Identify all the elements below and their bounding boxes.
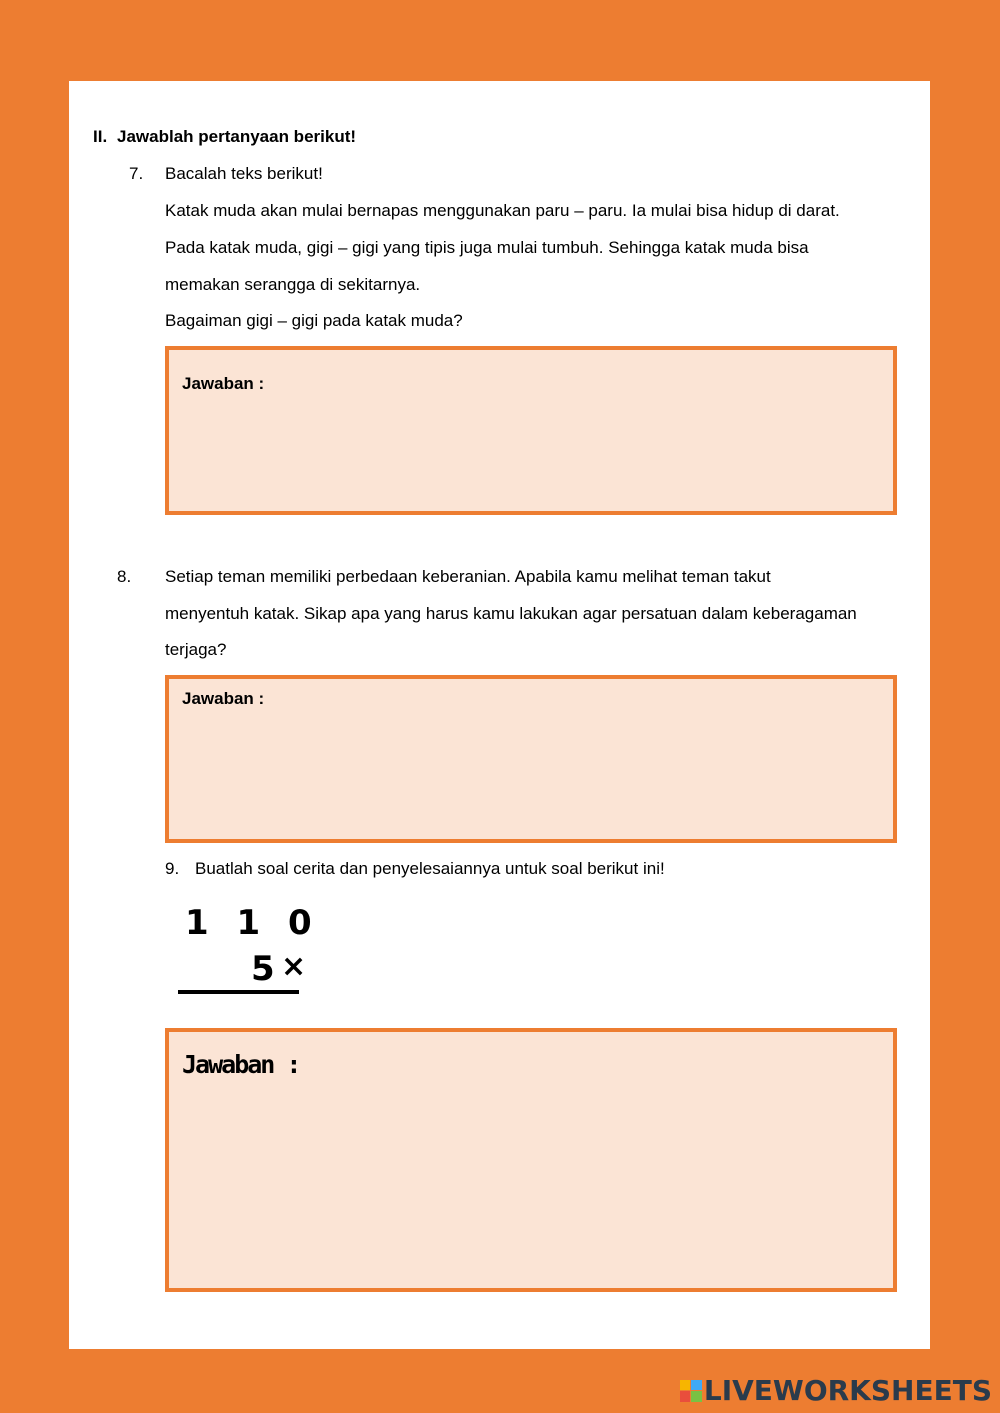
q8-text-line: Setiap teman memiliki perbedaan keberanian. Apabila kamu melihat teman takut: [165, 567, 771, 586]
q7-number: 7.: [129, 164, 144, 183]
logo-brand-text: LIVEWORKSHEETS: [703, 1374, 992, 1407]
q9-number: 9.: [165, 859, 180, 878]
q7-text-line: memakan serangga di sekitarnya.: [165, 275, 421, 294]
q7-text-line: Pada katak muda, gigi – gigi yang tipis juga mulai tumbuh. Sehingga katak muda bisa: [165, 238, 809, 257]
q9-answer-box[interactable]: [165, 1028, 897, 1292]
q8-text-line: menyentuh katak. Sikap apa yang harus kamu lakukan agar persatuan dalam keberagaman: [165, 604, 857, 623]
math-operator-times: ×: [281, 949, 315, 984]
q7-answer-label: Jawaban :: [182, 374, 265, 393]
q8-text-line: terjaga?: [165, 640, 227, 659]
math-underline: [178, 990, 299, 994]
q7-question: Bagaiman gigi – gigi pada katak muda?: [165, 311, 463, 330]
q7-text-line: Katak muda akan mulai bernapas menggunakan paru – paru. Ia mulai bisa hidup di darat.: [165, 201, 840, 220]
math-multiplier: 5: [251, 949, 283, 989]
q7-intro: Bacalah teks berikut!: [165, 164, 323, 183]
section-number: II.: [93, 127, 108, 146]
q8-answer-label: Jawaban :: [182, 689, 265, 708]
liveworksheets-logo[interactable]: [680, 1374, 992, 1407]
section-title: Jawablah pertanyaan berikut!: [117, 127, 357, 146]
q9-text: Buatlah soal cerita dan penyelesaiannya untuk soal berikut ini!: [195, 859, 665, 878]
worksheet-page: [69, 81, 930, 1349]
math-multiplicand: 1 1 0: [185, 903, 320, 943]
q7-answer-box[interactable]: [165, 346, 897, 515]
q8-number: 8.: [117, 567, 132, 586]
q8-answer-box[interactable]: [165, 675, 897, 843]
liveworksheets-logo-icon: [680, 1380, 702, 1402]
q9-answer-label: Jawaban :: [182, 1050, 300, 1079]
